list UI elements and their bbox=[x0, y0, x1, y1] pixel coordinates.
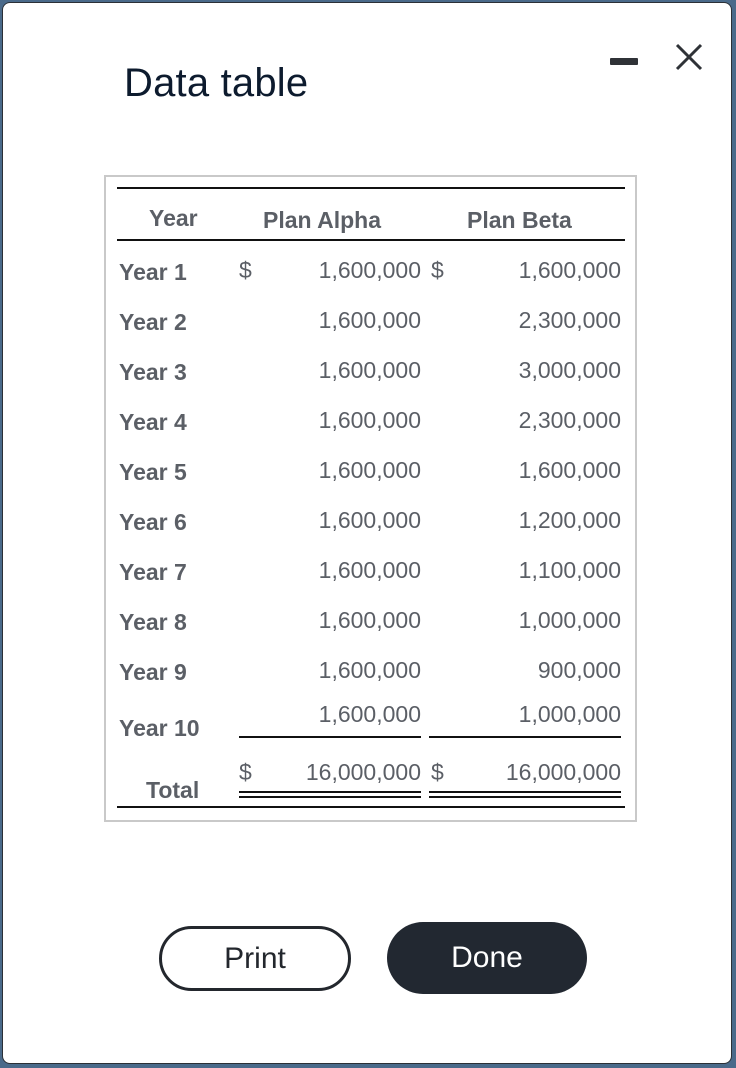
row-year-label: Year 2 bbox=[119, 309, 187, 335]
plan-alpha-value: 1,600,000 bbox=[318, 407, 421, 433]
plan-beta-value: 3,000,000 bbox=[518, 357, 621, 383]
row-year-label: Year 1 bbox=[119, 259, 187, 285]
header-plan-alpha: Plan Alpha bbox=[263, 207, 381, 233]
row-year-label: Year 6 bbox=[119, 509, 187, 535]
plan-beta-value: 1,600,000 bbox=[518, 257, 621, 283]
row-year-label: Year 3 bbox=[119, 359, 187, 385]
plan-alpha-value: 1,600,000 bbox=[318, 307, 421, 333]
total-beta-currency: $ bbox=[431, 759, 444, 785]
plan-beta-value: 1,600,000 bbox=[518, 457, 621, 483]
plan-alpha-value: 1,600,000 bbox=[318, 257, 421, 283]
plan-alpha-value: 1,600,000 bbox=[318, 357, 421, 383]
alpha-total-double-rule-2 bbox=[239, 796, 421, 798]
close-icon[interactable] bbox=[669, 37, 709, 77]
total-alpha-value: 16,000,000 bbox=[305, 759, 421, 785]
plan-beta-value: 1,000,000 bbox=[518, 701, 621, 727]
print-button[interactable]: Print bbox=[159, 926, 351, 991]
dialog-title: Data table bbox=[124, 61, 309, 105]
row-year-label: Year 8 bbox=[119, 609, 187, 635]
alpha-total-double-rule-1 bbox=[239, 791, 421, 793]
header-rule bbox=[117, 239, 625, 241]
plan-beta-value: 1,100,000 bbox=[518, 557, 621, 583]
header-plan-beta: Plan Beta bbox=[467, 207, 572, 233]
beta-total-double-rule-2 bbox=[429, 796, 621, 798]
data-table bbox=[104, 175, 637, 822]
plan-alpha-value: 1,600,000 bbox=[318, 507, 421, 533]
row-year-label: Year 5 bbox=[119, 459, 187, 485]
row-year-label: Year 4 bbox=[119, 409, 187, 435]
table-bottom-rule bbox=[117, 806, 625, 808]
plan-beta-value: 2,300,000 bbox=[518, 307, 621, 333]
plan-alpha-value: 1,600,000 bbox=[318, 457, 421, 483]
beta-subtotal-rule bbox=[429, 736, 621, 738]
plan-beta-value: 1,000,000 bbox=[518, 607, 621, 633]
alpha-subtotal-rule bbox=[239, 736, 421, 738]
done-button[interactable]: Done bbox=[387, 922, 587, 994]
plan-beta-value: 900,000 bbox=[537, 657, 621, 683]
header-year: Year bbox=[149, 205, 198, 231]
plan-alpha-value: 1,600,000 bbox=[318, 607, 421, 633]
plan-alpha-value: 1,600,000 bbox=[318, 701, 421, 727]
plan-beta-value: 2,300,000 bbox=[518, 407, 621, 433]
table-top-rule bbox=[117, 187, 625, 189]
row-year-label: Year 10 bbox=[119, 715, 200, 741]
total-label: Total bbox=[146, 777, 200, 803]
plan-beta-value: 1,200,000 bbox=[518, 507, 621, 533]
total-beta-value: 16,000,000 bbox=[505, 759, 621, 785]
plan-alpha-value: 1,600,000 bbox=[318, 557, 421, 583]
row-year-label: Year 9 bbox=[119, 659, 187, 685]
minimize-icon[interactable] bbox=[610, 55, 638, 69]
total-alpha-currency: $ bbox=[239, 759, 252, 785]
plan-alpha-value: 1,600,000 bbox=[318, 657, 421, 683]
row-year-label: Year 7 bbox=[119, 559, 187, 585]
close-x-glyph bbox=[669, 37, 709, 77]
beta-currency: $ bbox=[431, 257, 444, 283]
data-table-dialog bbox=[2, 2, 732, 1064]
beta-total-double-rule-1 bbox=[429, 791, 621, 793]
alpha-currency: $ bbox=[239, 257, 252, 283]
